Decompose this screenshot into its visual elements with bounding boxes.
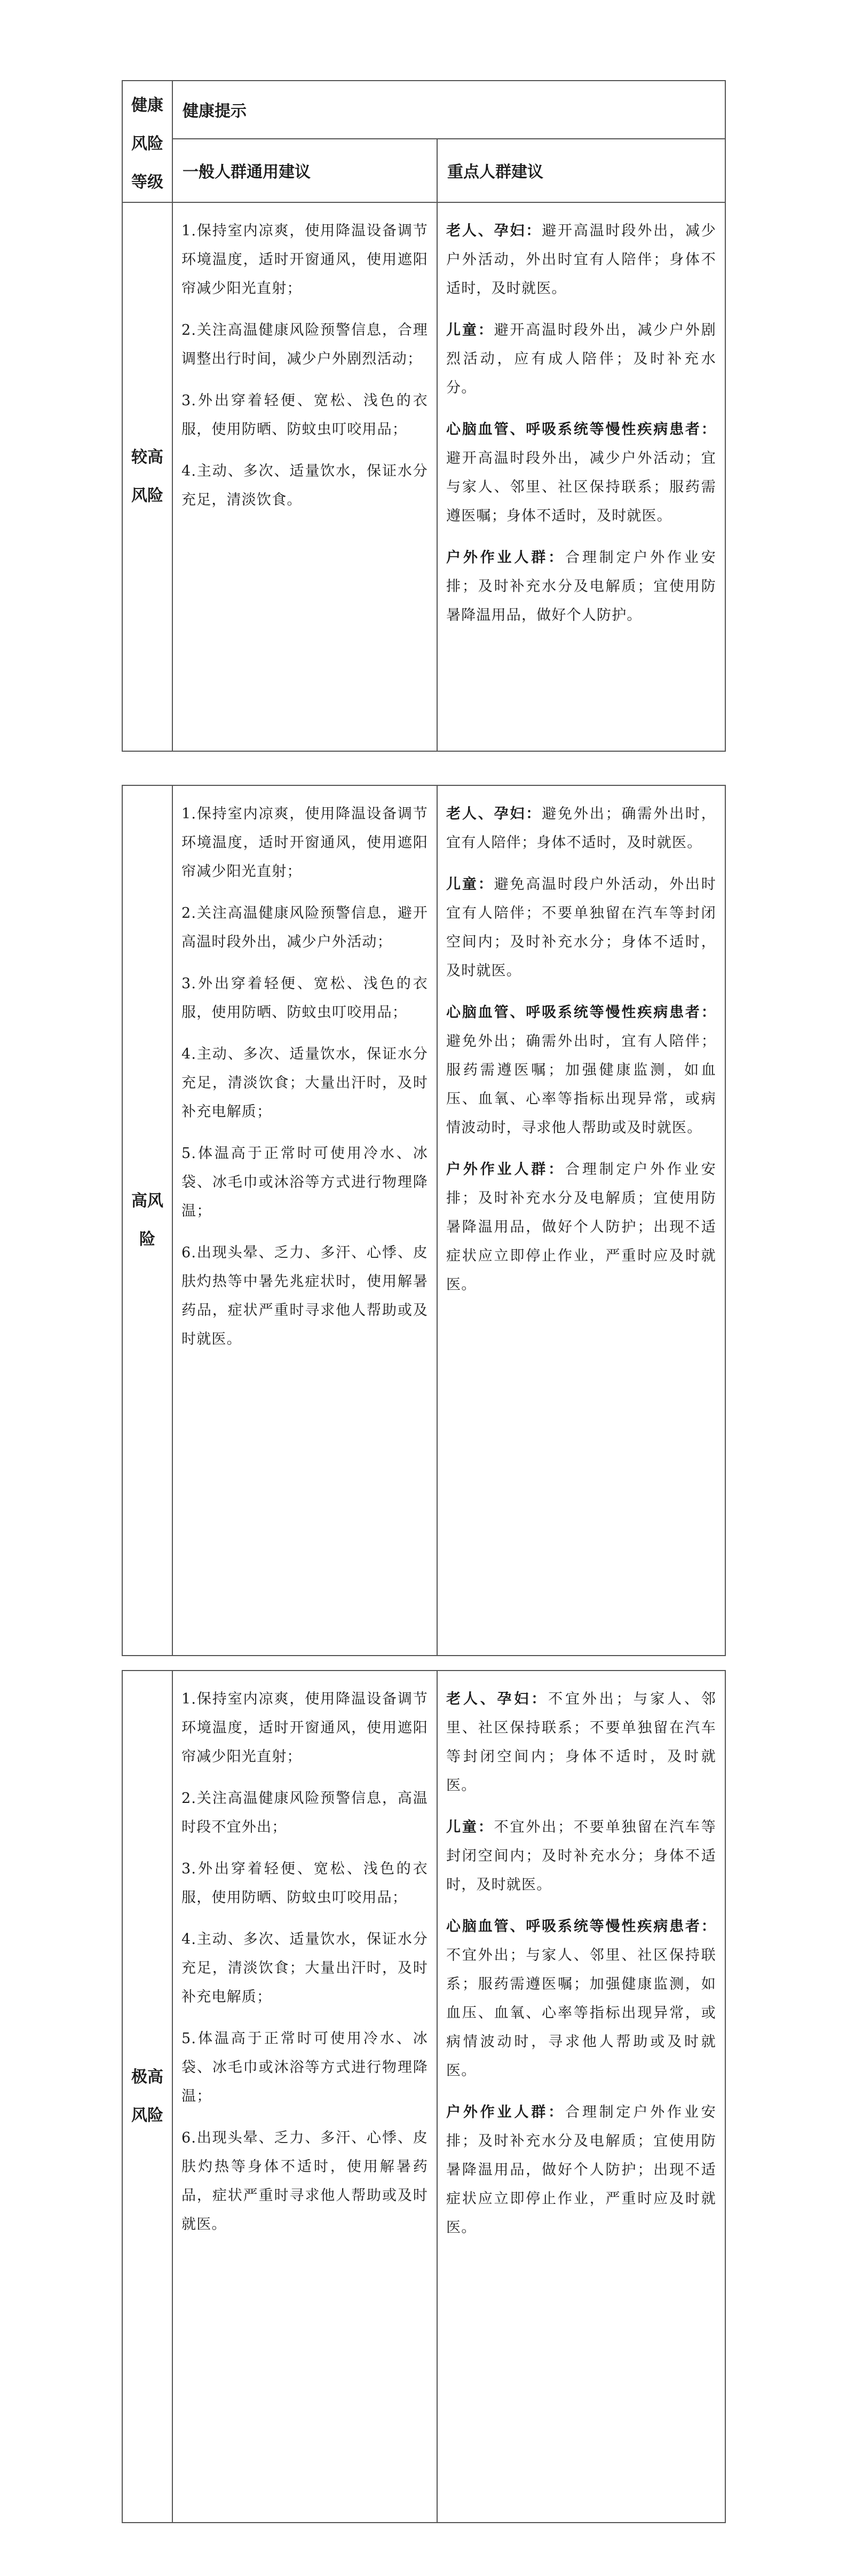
advice-item: 3.外出穿着轻便、宽松、浅色的衣服，使用防晒、防蚊虫叮咬用品； [181, 975, 428, 1021]
advice-item: 2.关注高温健康风险预警信息，合理调整出行时间，减少户外剧烈活动； [181, 322, 428, 367]
group-advice: 不宜外出；与家人、邻里、社区保持联系；服药需遵医嘱；加强健康监测，如血压、血氧、心率等指标出现异常，或病情波动时，寻求他人帮助或及时就医。 [446, 1947, 716, 2079]
key-advice-cell [437, 202, 725, 751]
key-advice-item [446, 1813, 716, 1900]
advice-item: 4.主动、多次、适量饮水，保证水分充足，清淡饮食。 [181, 463, 428, 508]
group-label: 户外作业人群： [446, 549, 565, 566]
group-label: 户外作业人群： [446, 2104, 565, 2121]
general-advice-cell [172, 785, 437, 1656]
risk-level-line: 风险 [131, 2106, 163, 2125]
risk-level-line: 高风 [131, 1192, 163, 1210]
general-advice-cell [172, 1671, 437, 2523]
advice-item: 2.关注高温健康风险预警信息，避开高温时段外出，减少户外活动； [181, 905, 428, 950]
key-advice-item [446, 1912, 716, 2085]
header-health-tips: 健康提示 [172, 81, 725, 139]
header-key-advice: 重点人群建议 [437, 139, 725, 202]
group-label: 心脑血管、呼吸系统等慢性疾病患者： [446, 421, 716, 438]
group-label: 儿童： [446, 1819, 494, 1836]
key-advice-item [446, 217, 716, 303]
risk-table-high-moderate [122, 80, 726, 752]
key-advice-item [446, 800, 716, 857]
key-advice-item [446, 1685, 716, 1800]
risk-level-line: 较高 [131, 448, 163, 467]
header-level-line: 风险 [131, 135, 163, 153]
group-label: 心脑血管、呼吸系统等慢性疾病患者： [446, 1004, 716, 1021]
key-advice-item [446, 998, 716, 1143]
advice-item: 1.保持室内凉爽，使用降温设备调节环境温度，适时开窗通风，使用遮阳帘减少阳光直射； [181, 223, 428, 297]
header-level-line: 等级 [131, 173, 163, 192]
risk-level-label [122, 1671, 172, 2523]
header-level-line: 健康 [131, 96, 163, 115]
advice-item: 1.保持室内凉爽，使用降温设备调节环境温度，适时开窗通风，使用遮阳帘减少阳光直射； [181, 1691, 428, 1765]
group-advice: 避开高温时段外出，减少户外活动，外出时宜有人陪伴；身体不适时，及时就医。 [446, 223, 717, 297]
advice-item: 4.主动、多次、适量饮水，保证水分充足，清淡饮食；大量出汗时，及时补充电解质； [181, 1931, 428, 2005]
key-advice-cell [437, 785, 725, 1656]
group-label: 老人、孕妇： [446, 223, 542, 239]
advice-item: 5.体温高于正常时可使用冷水、冰袋、冰毛巾或沐浴等方式进行物理降温； [181, 1145, 428, 1219]
header-risk-level [122, 81, 172, 202]
group-advice: 合理制定户外作业安排；及时补充水分及电解质；宜使用防暑降温用品，做好个人防护。 [446, 549, 716, 624]
group-advice: 避免高温时段户外活动，外出时宜有人陪伴；不要单独留在汽车等封闭空间内；及时补充水分；身体不适时，及时就医。 [446, 876, 716, 979]
advice-item: 4.主动、多次、适量饮水，保证水分充足，清淡饮食；大量出汗时，及时补充电解质； [181, 1046, 428, 1120]
key-advice-item [446, 316, 716, 403]
advice-item: 6.出现头晕、乏力、多汗、心悸、皮肤灼热等中暑先兆症状时，使用解暑药品，症状严重时寻求他人帮助或及时就医。 [181, 1244, 428, 1348]
key-advice-item [446, 2098, 716, 2242]
group-advice: 不宜外出；不要单独留在汽车等封闭空间内；及时补充水分；身体不适时，及时就医。 [446, 1819, 716, 1893]
group-label: 儿童： [446, 322, 494, 338]
key-advice-cell [437, 1671, 725, 2523]
group-advice: 不宜外出；与家人、邻里、社区保持联系；不要单独留在汽车等封闭空间内；身体不适时，及时就医。 [446, 1691, 717, 1794]
group-label: 儿童： [446, 876, 494, 893]
general-advice-cell [172, 202, 437, 751]
group-advice: 避开高温时段外出，减少户外剧烈活动，应有成人陪伴；及时补充水分。 [446, 322, 716, 396]
advice-item: 5.体温高于正常时可使用冷水、冰袋、冰毛巾或沐浴等方式进行物理降温； [181, 2030, 428, 2105]
risk-level-line: 风险 [131, 486, 163, 505]
risk-table-high [122, 785, 726, 1656]
advice-item: 6.出现头晕、乏力、多汗、心悸、皮肤灼热等身体不适时，使用解暑药品，症状严重时寻求他人帮助或及时就医。 [181, 2130, 428, 2233]
key-advice-item [446, 543, 716, 630]
group-advice: 合理制定户外作业安排；及时补充水分及电解质；宜使用防暑降温用品，做好个人防护；出现不适症状应立即停止作业，严重时应及时就医。 [446, 1161, 716, 1293]
risk-level-line: 极高 [131, 2068, 163, 2086]
key-advice-item [446, 415, 716, 531]
advice-item: 2.关注高温健康风险预警信息，高温时段不宜外出； [181, 1790, 428, 1836]
group-advice: 避开高温时段外出，减少户外活动；宜与家人、邻里、社区保持联系；服药需遵医嘱；身体不适时，及时就医。 [446, 450, 716, 524]
header-general-advice: 一般人群通用建议 [172, 139, 437, 202]
risk-level-label [122, 785, 172, 1656]
group-label: 老人、孕妇： [446, 1691, 549, 1707]
advice-item: 3.外出穿着轻便、宽松、浅色的衣服，使用防晒、防蚊虫叮咬用品； [181, 392, 428, 438]
key-advice-item [446, 1155, 716, 1299]
group-advice: 合理制定户外作业安排；及时补充水分及电解质；宜使用防暑降温用品，做好个人防护；出现不适症状应立即停止作业，严重时应及时就医。 [446, 2104, 716, 2236]
risk-level-line: 险 [139, 1230, 155, 1249]
group-advice: 避免外出；确需外出时，宜有人陪伴；身体不适时，及时就医。 [446, 806, 717, 851]
group-label: 心脑血管、呼吸系统等慢性疾病患者： [446, 1918, 716, 1935]
group-label: 老人、孕妇： [446, 806, 542, 822]
advice-item: 3.外出穿着轻便、宽松、浅色的衣服，使用防晒、防蚊虫叮咬用品； [181, 1861, 428, 1906]
key-advice-item [446, 870, 716, 986]
group-advice: 避免外出；确需外出时，宜有人陪伴；服药需遵医嘱；加强健康监测，如血压、血氧、心率等指标出现异常，或病情波动时，寻求他人帮助或及时就医。 [446, 1033, 716, 1136]
risk-level-label [122, 202, 172, 751]
risk-table-extreme [122, 1670, 726, 2523]
advice-item: 1.保持室内凉爽，使用降温设备调节环境温度，适时开窗通风，使用遮阳帘减少阳光直射； [181, 806, 428, 880]
group-label: 户外作业人群： [446, 1161, 565, 1178]
